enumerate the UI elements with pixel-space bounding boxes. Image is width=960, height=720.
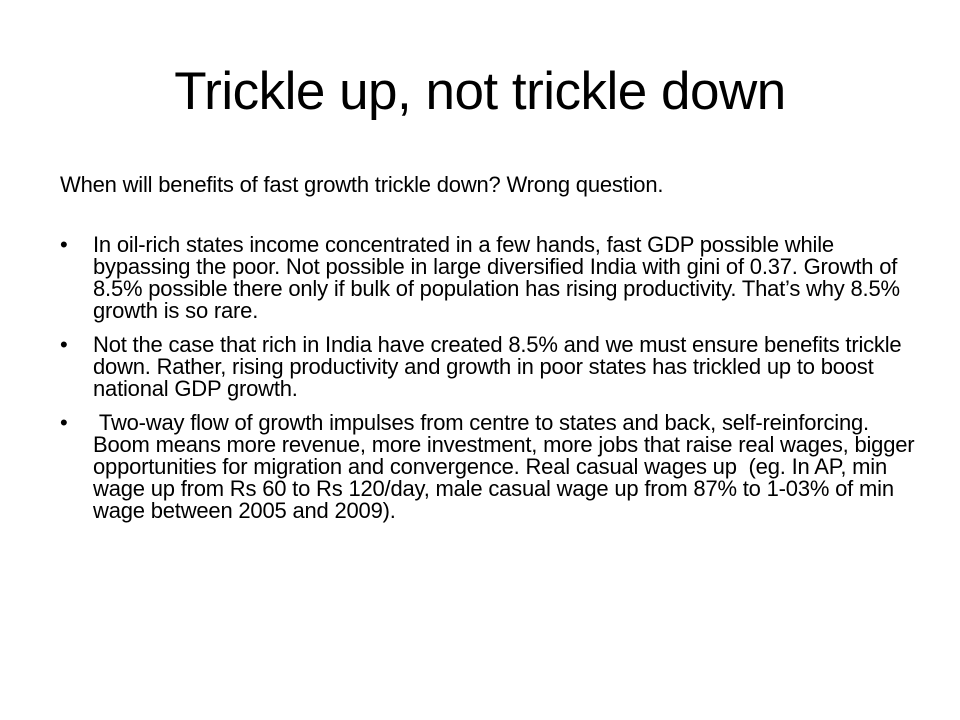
bullet-item [60, 334, 920, 400]
bullet-item [60, 234, 920, 322]
bullet-dot-icon: • [60, 410, 68, 435]
bullet-dot-icon: • [60, 232, 68, 257]
bullet-item [60, 412, 920, 522]
slide-title: Trickle up, not trickle down [174, 62, 786, 121]
bullet-list [60, 234, 920, 534]
intro-text: When will benefits of fast growth trickle down? Wrong question. [60, 172, 664, 197]
bullet-dot-icon: • [60, 332, 68, 357]
bullet-text: Two-way flow of growth impulses from centre to states and back, self-reinforcing. Boom means more revenue, more investment, more jobs that raise real wages, bigger opportunities for migration and convergence. Real casual wages up (eg. In AP, min wage up from Rs 60 to Rs 120/day, male casual wage up from 87% to 1-03% of min wage between 2005 and 2009). [93, 410, 921, 523]
bullet-text: In oil-rich states income concentrated in a few hands, fast GDP possible while bypassing the poor. Not possible in large diversified India with gini of 0.37. Growth of 8.5% possible there only if bulk of population has rising productivity. That’s why 8.5% growth is so rare. [93, 232, 900, 323]
bullet-text: Not the case that rich in India have created 8.5% and we must ensure benefits trickle down. Rather, rising productivity and growth in poor states has trickled up to boost national GDP growth. [93, 332, 902, 401]
